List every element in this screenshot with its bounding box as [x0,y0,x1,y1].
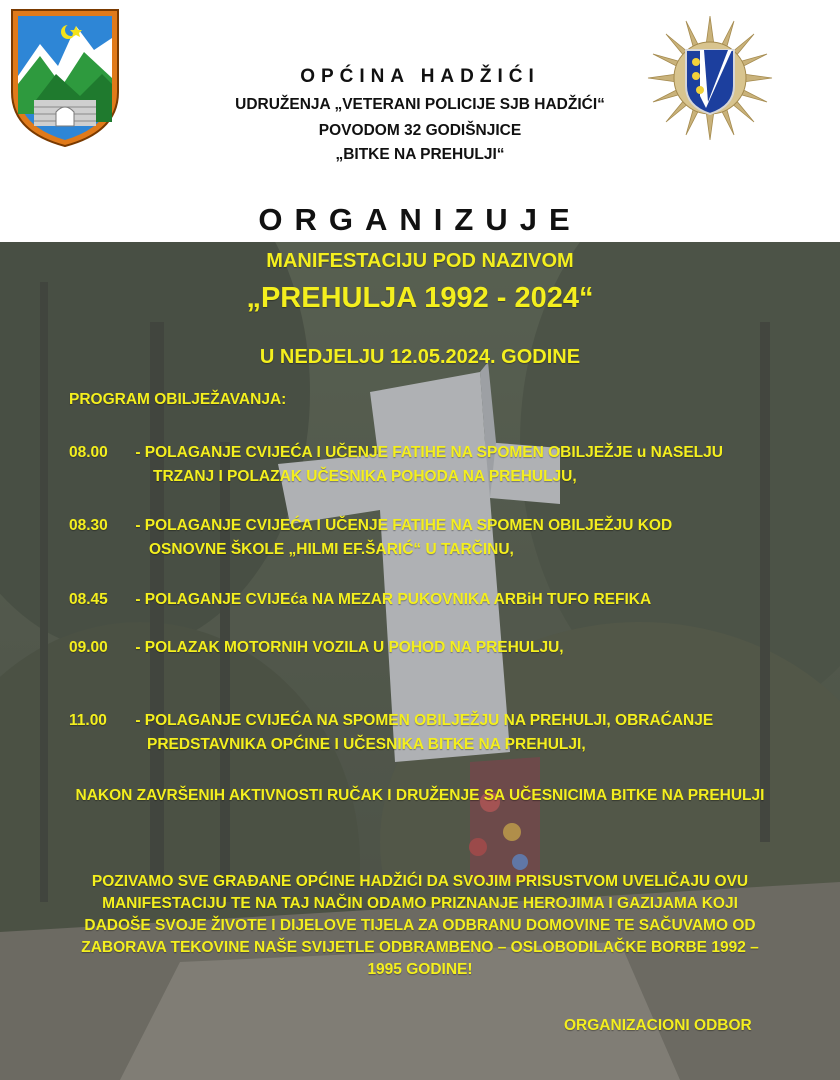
schedule-time: 11.00 [69,712,107,729]
schedule-time: 08.30 [69,517,108,534]
schedule-item [69,636,564,660]
schedule-text: - POLAGANJE CVIJEĆA I UČENJE FATIHE NA SPOMEN OBILJEŽJU KOD [135,517,673,534]
battle-line: „BITKE NA PREHULJI“ [335,146,505,163]
after-activities-note: NAKON ZAVRŠENIH AKTIVNOSTI RUČAK I DRUŽENJE SA UČESNICIMA BITKE NA PREHULJI [75,787,765,804]
letterhead [0,0,840,242]
invitation-paragraph: POZIVAMO SVE GRAĐANE OPĆINE HADŽIĆI DA SVOJIM PRISUSTVOM UVELIČAJU OVU MANIFESTACIJU TE NA TAJ NAČIN ODAMO PRIZNANJE HEROJIMA I GAZIJAMA KOJI DADOŠE SVOJE ŽIVOTE I DIJELOVE TIJELA ZA ODBRANU DOMOVINE TE SAČUVAMO OD ZABORAVA TEKOVINE NAŠE SVIJETLE ODBRAMBENO – OSLOBODILAČKE BORBE 1992 – 1995 GODINE! [81,873,759,978]
schedule-time: 09.00 [69,639,108,656]
schedule-text: - POLAGANJE CVIJEća NA MEZAR PUKOVNIKA ARBiH TUFO REFIKA [135,591,652,608]
municipality-name: OPĆINA HADŽIĆI [300,66,540,87]
hadzici-coat-of-arms-icon [6,4,124,150]
schedule-text: - POLAGANJE CVIJEĆA I UČENJE FATIHE NA SPOMEN OBILJEŽJE u NASELJU [135,444,723,461]
schedule-item [69,514,672,562]
association-line: UDRUŽENJA „VETERANI POLICIJE SJB HADŽIĆI“ [235,96,605,113]
schedule-text-continued: TRZANJ I POLAZAK UČESNIKA POHODA NA PREHULJU, [153,468,577,485]
anniversary-line: POVODOM 32 GODIŠNJICE [318,122,522,139]
police-star-badge-icon [645,14,775,142]
schedule-time: 08.00 [69,444,108,461]
schedule-text-continued: PREDSTAVNIKA OPĆINE I UČESNIKA BITKE NA PREHULJI, [147,736,586,753]
schedule-time: 08.45 [69,591,108,608]
schedule-text-continued: OSNOVNE ŠKOLE „HILMI EF.ŠARIĆ“ U TARČINU, [149,541,514,558]
event-title: „PREHULJA 1992 - 2024“ [246,282,594,314]
schedule-item [69,709,713,757]
event-subtitle: MANIFESTACIJU POD NAZIVOM [266,250,574,272]
schedule-text: - POLAGANJE CVIJEĆA NA SPOMEN OBILJEŽJU NA PREHULJI, OBRAĆANJE [135,712,714,729]
program-label: PROGRAM OBILJEŽAVANJA: [69,391,287,408]
organizuje-heading: ORGANIZUJE [258,202,582,237]
schedule-item [69,588,651,612]
organizing-committee-signature: ORGANIZACIONI ODBOR [564,1017,752,1034]
schedule-item [69,441,723,489]
event-date: U NEDJELJU 12.05.2024. GODINE [259,346,581,368]
schedule-text: - POLAZAK MOTORNIH VOZILA U POHOD NA PREHULJU, [135,639,564,656]
